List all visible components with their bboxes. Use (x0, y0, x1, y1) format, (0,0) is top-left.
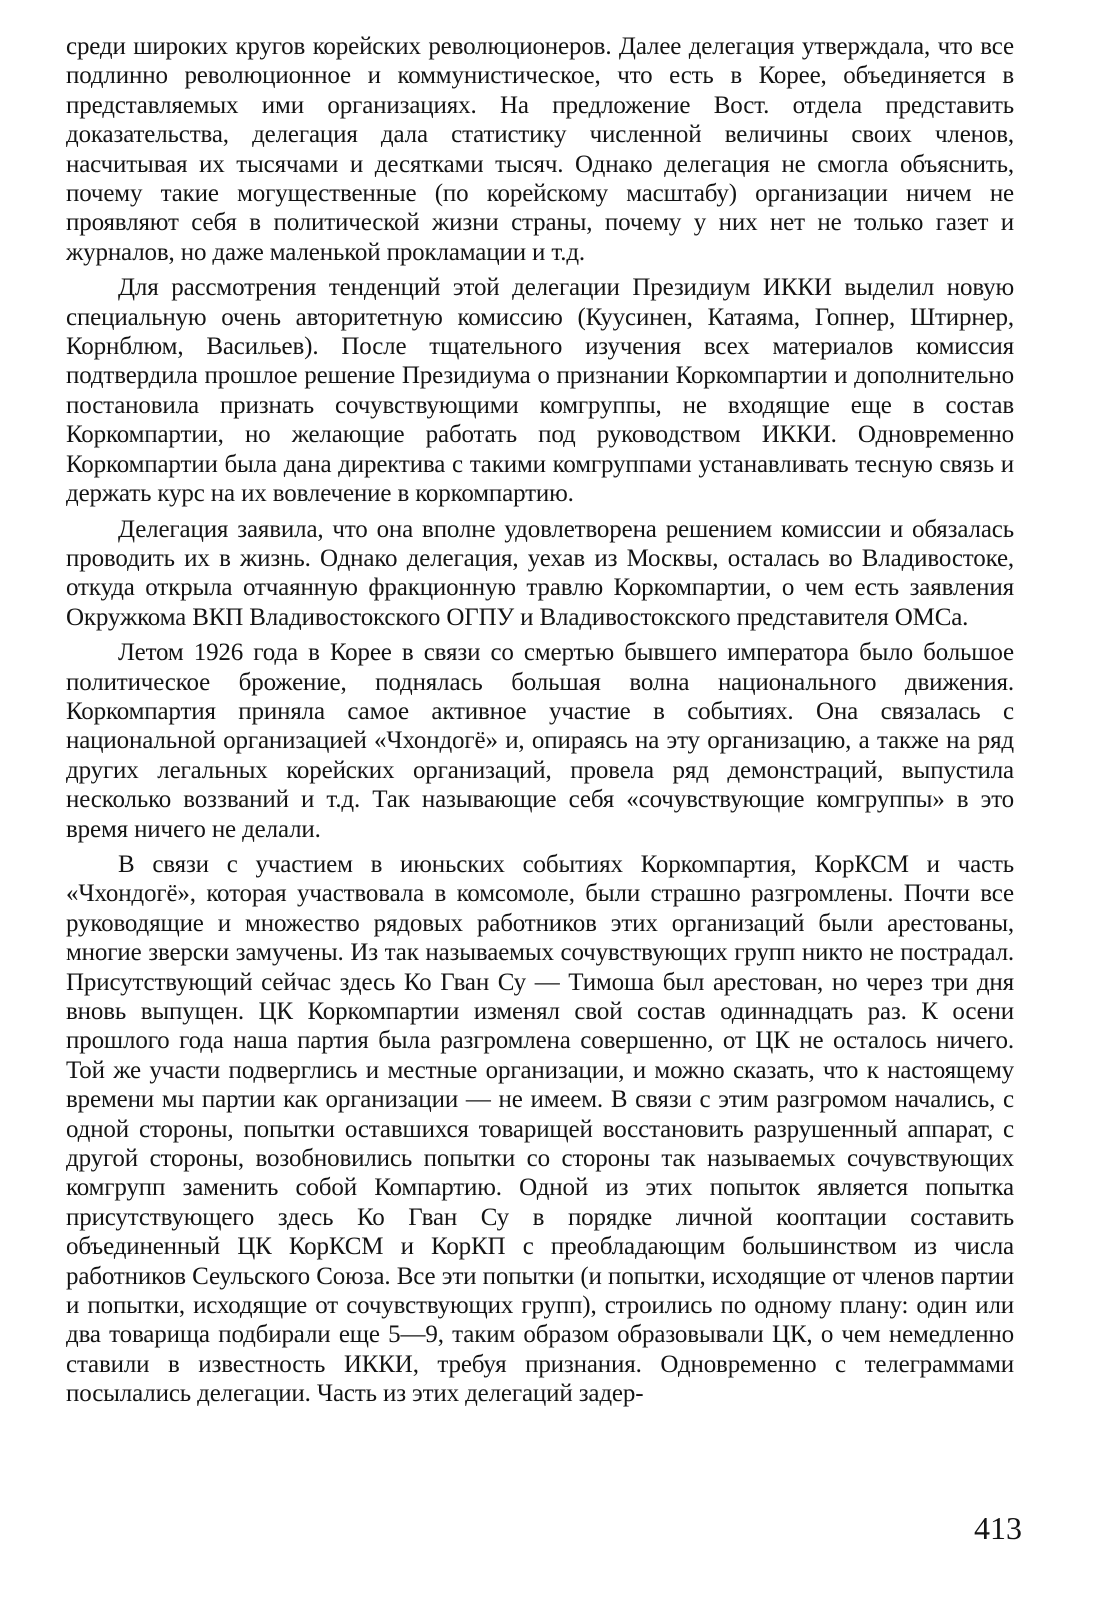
paragraph-1: среди широких кругов корейских революционеров. Далее делегация утверждала, что все подлинно революционное и коммунистическое, что есть в Корее, объединяется в представляемых ими организациях. На предложение Вост. отдела представить доказательства, делегация дала статистику численной величины своих членов, насчитывая их тысячами и десятками тысяч. Однако делегация не смогла объяснить, почему такие могущественные (по корейскому масштабу) организации ничем не проявляют себя в политической жизни страны, почему у них нет не только газет и журналов, но даже маленькой прокламации и т.д. (66, 33, 1014, 266)
page-number: 413 (974, 1510, 1022, 1546)
document-page (66, 32, 1014, 1415)
paragraph-2: Для рассмотрения тенденций этой делегации Президиум ИККИ выделил новую специальную очень авторитетную комиссию (Куусинен, Катаяма, Гопнер, Штирнер, Корнблюм, Васильев). После тщательного изучения всех материалов комиссия подтвердила прошлое решение Президиума о признании Коркомпартии и дополнительно постановила признать сочувствующими комгруппы, не входящие еще в состав Коркомпартии, но желающие работать под руководством ИККИ. Одновременно Коркомпартии была дана директива с такими комгруппами устанавливать тесную связь и держать курс на их вовлечение в коркомпартию. (66, 274, 1014, 508)
paragraph-4: Летом 1926 года в Корее в связи со смертью бывшего императора было большое политическое брожение, поднялась большая волна национального движения. Коркомпартия приняла самое активное участие в событиях. Она связалась с национальной организацией «Чхондогё» и, опираясь на эту организацию, а также на ряд других легальных корейских организаций, провела ряд демонстраций, выпустила несколько воззваний и т.д. Так называющие себя «сочувствующие комгруппы» в это время ничего не делали. (66, 639, 1014, 843)
paragraph-5: В связи с участием в июньских событиях Коркомпартия, КорКСМ и часть «Чхондогё», которая участвовала в комсомоле, были страшно разгромлены. Почти все руководящие и множество рядовых работников этих организаций были арестованы, многие зверски замучены. Из так называемых сочувствующих групп никто не пострадал. Присутствующий сейчас здесь Ко Гван Су — Тимоша был арестован, но через три дня вновь выпущен. ЦК Коркомпартии изменял свой состав одиннадцать раз. К осени прошлого года наша партия была разгромлена совершенно, от ЦК не осталось ничего. Той же участи подверглись и местные организации, и можно сказать, что к настоящему времени мы партии как организации — не имеем. В связи с этим разгромом начались, с одной стороны, попытки оставшихся товарищей восстановить разрушенный аппарат, с другой стороны, возобновились попытки со стороны так называемых сочувствующих комгрупп заменить собой Компартию. Одной из этих попыток является попытка присутствующего здесь Ко Гван Су в порядке личной кооптации составить объединенный ЦК КорКСМ и КорКП с преобладающим большинством из числа работников Сеульского Союза. Все эти попытки (и попытки, исходящие от членов партии и попытки, исходящие от сочувствующих групп), строились по одному плану: один или два товарища подбирали еще 5—9, таким образом образовывали ЦК, о чем немедленно ставили в известность ИККИ, требуя признания. Одновременно с телеграммами посылались делегации. Часть из этих делегаций задер- (66, 850, 1014, 1408)
paragraph-3: Делегация заявила, что она вполне удовлетворена решением комиссии и обязалась проводить их в жизнь. Однако делегация, уехав из Москвы, осталась во Владивостоке, откуда открыла отчаянную фракционную травлю Коркомпартии, о чем есть заявления Окружкома ВКП Владивостокского ОГПУ и Владивостокского представителя ОМСа. (66, 515, 1014, 631)
